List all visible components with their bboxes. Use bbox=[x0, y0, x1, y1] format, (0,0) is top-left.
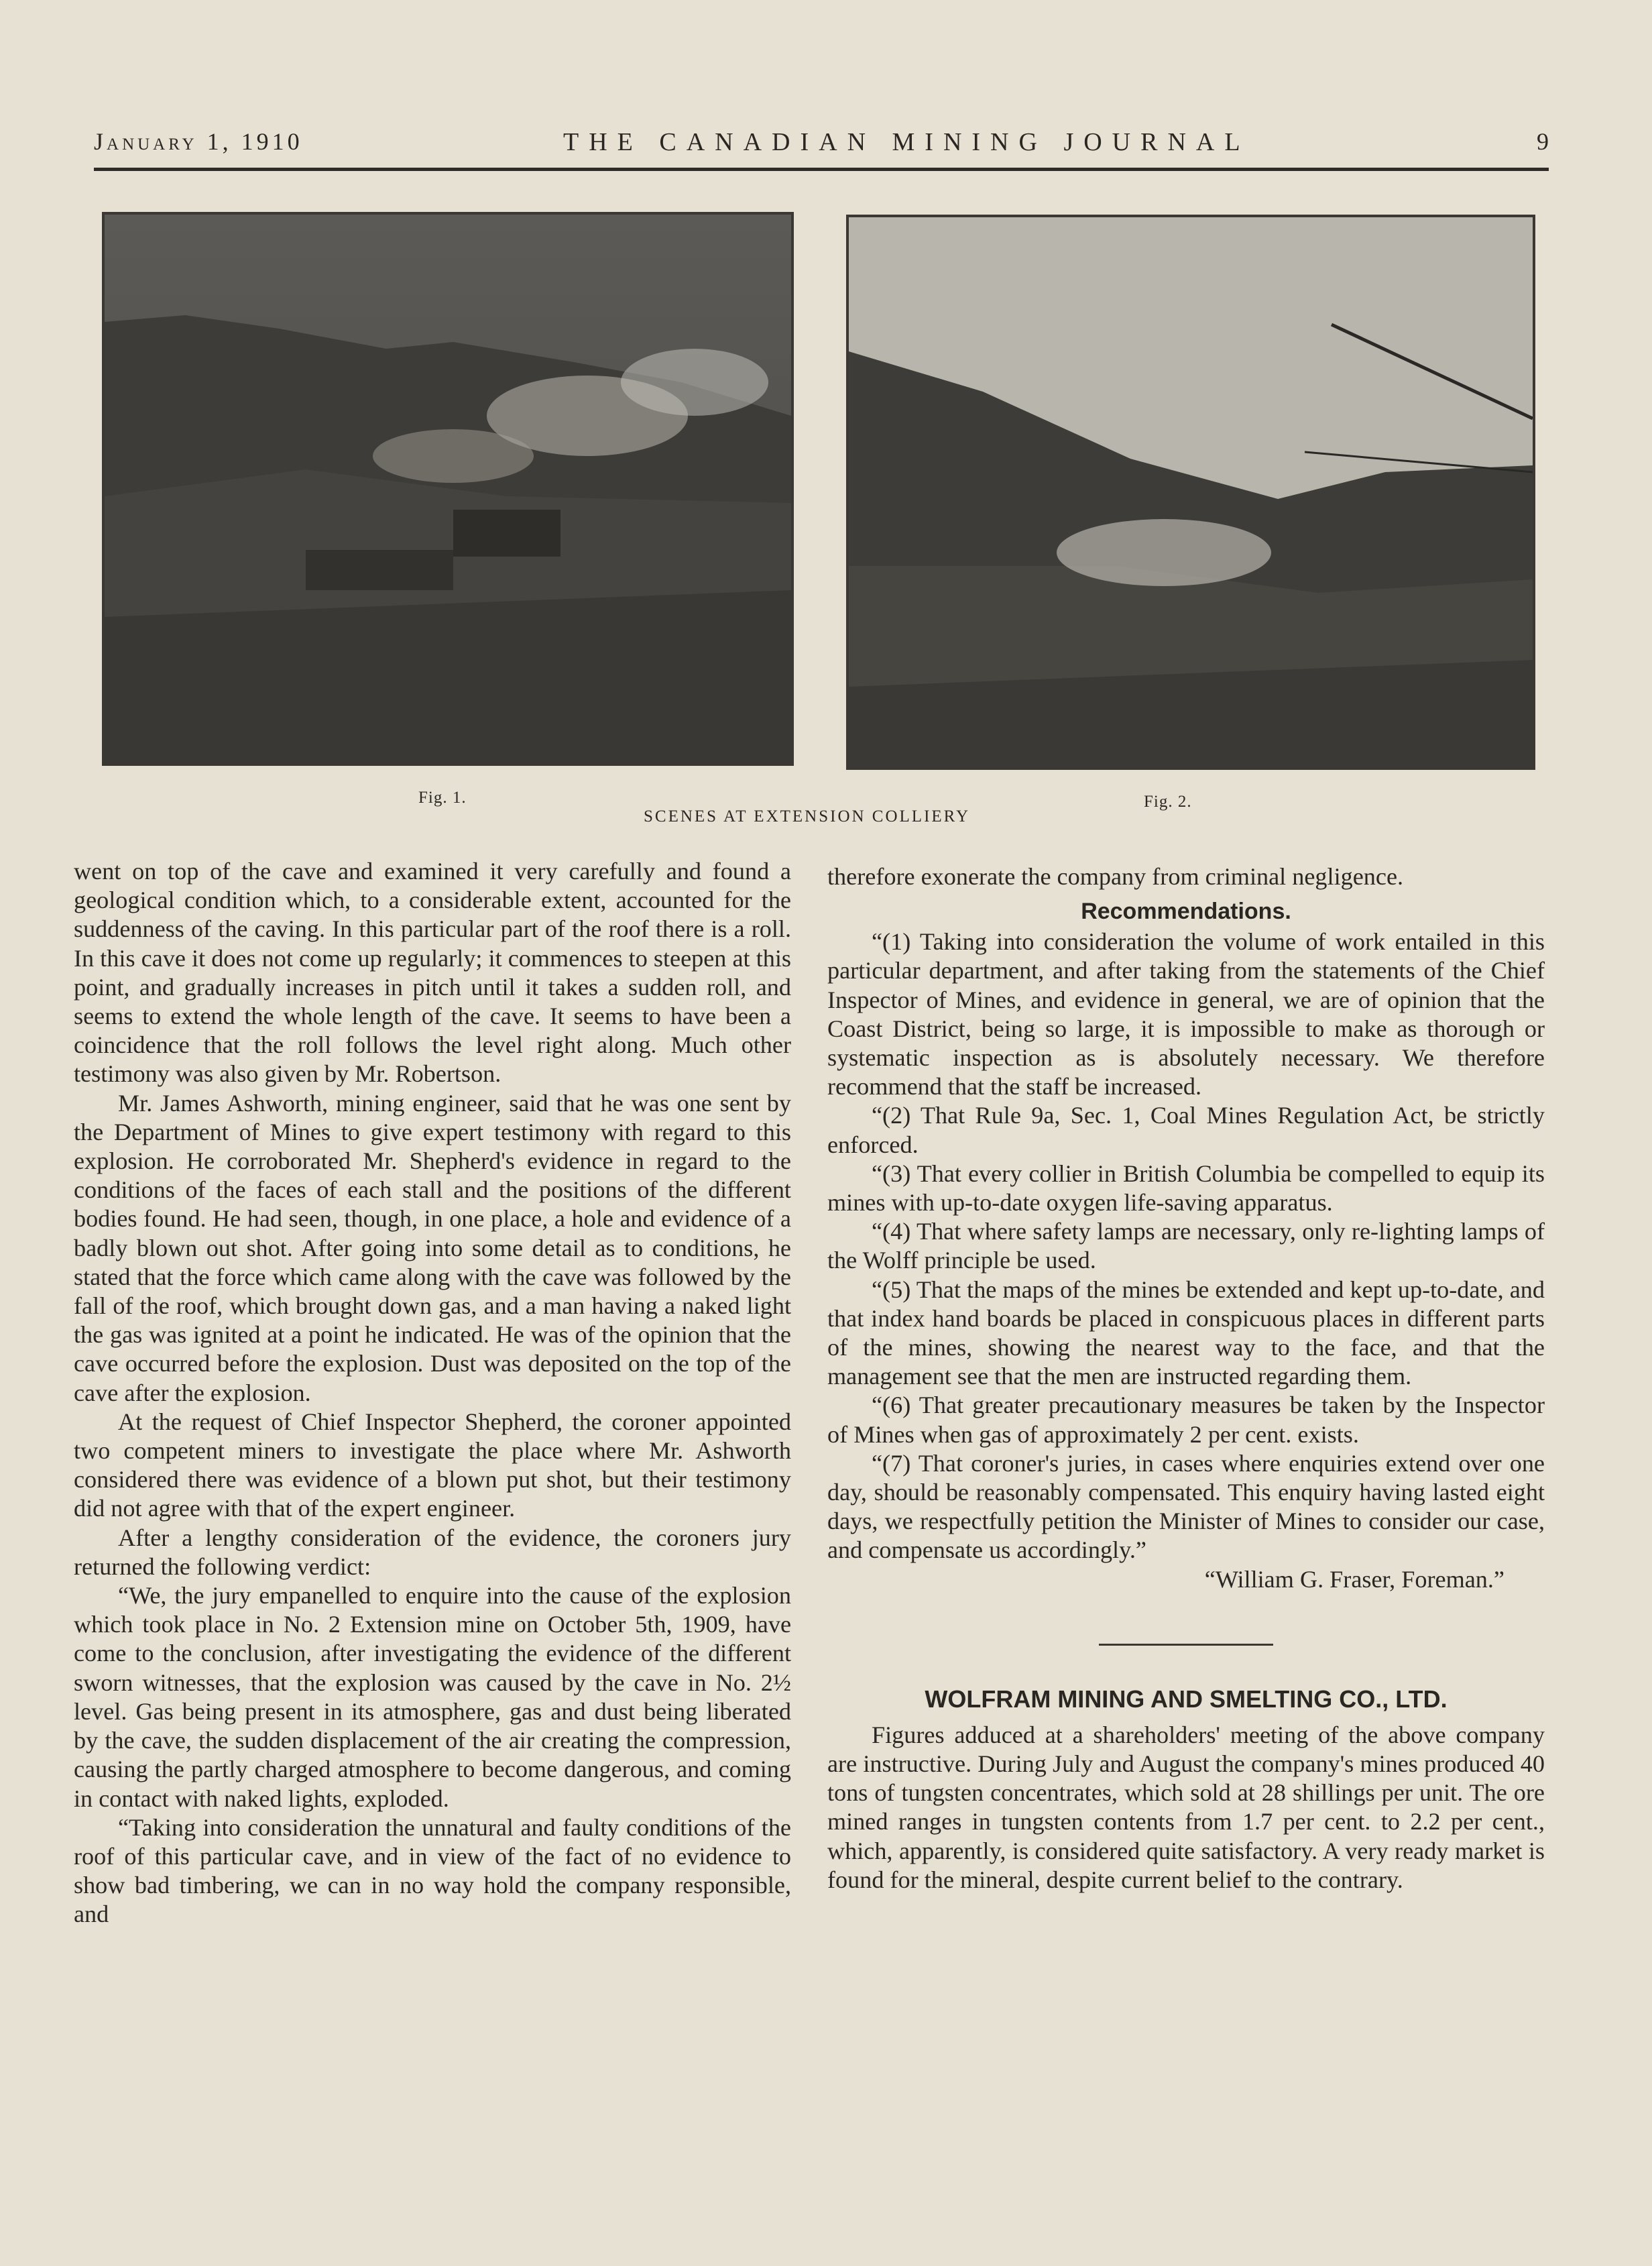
left-column bbox=[74, 857, 791, 1929]
recommendation-item: “(6) That greater precautionary measures be taken by the Inspector of Mines when gas of approximately 2 per cent. exists. bbox=[827, 1392, 1545, 1448]
paragraph: Mr. James Ashworth, mining engineer, said that he was one sent by the Department of Mines to give expert testimony with regard to this explosion. He corroborated Mr. Shepherd's evidence in regard to the conditions of the faces of each stall and the positions of the different bodies found. He had seen, though, in one place, a hole and evidence of a badly blown out shot. After going into some detail as to conditions, he stated that the force which came along with the cave was followed by the fall of the roof, which brought down gas, and a man having a naked light the gas was ignited at a point he indicated. He was of the opinion that the cave occurred before the explosion. Dust was deposited on the top of the cave after the explosion. bbox=[74, 1089, 791, 1406]
figure-2-caption: Fig. 2. bbox=[1144, 793, 1192, 811]
paragraph: After a lengthy consideration of the evidence, the coroners jury returned the following verdict: bbox=[74, 1524, 791, 1580]
section-divider bbox=[1099, 1644, 1273, 1646]
right-column bbox=[827, 862, 1545, 1894]
verdict-paragraph: “We, the jury empanelled to enquire into the cause of the explosion which took place in No. 2 Extension mine on October 5th, 1909, have come to the conclusion, after investigating the evidence of the different sworn witnesses, that the explosion was caused by the cave in No. 2½ level. Gas being present in its atmosphere, gas and dust being liberated by the cave, the sudden displacement of the air creating the compression, causing the partly charged atmosphere to become dangerous, and coming in contact with naked lights, exploded. bbox=[74, 1582, 791, 1812]
recommendation-item: “(3) That every collier in British Columbia be compelled to equip its mines with up-to-date oxygen life-saving apparatus. bbox=[827, 1159, 1545, 1216]
recommendation-item: “(2) That Rule 9a, Sec. 1, Coal Mines Regulation Act, be strictly enforced. bbox=[827, 1102, 1545, 1158]
paragraph: At the request of Chief Inspector Shepherd, the coroner appointed two competent miners to investigate the place where Mr. Ashworth considered there was evidence of a blown put shot, but their testimony did not agree with that of the expert engineer. bbox=[74, 1408, 791, 1522]
article-body: Figures adduced at a shareholders' meeting of the above company are instructive. During July and August the company's mines produced 40 tons of tungsten concentrates, which sold at 28 shillings per unit. The ore mined ranges in tungsten contents from 1.7 per cent. to 2.2 per cent., which, apparently, is considered quite satisfactory. A very ready market is found for the mineral, despite current belief to the contrary. bbox=[827, 1721, 1545, 1893]
figures-main-caption: SCENES AT EXTENSION COLLIERY bbox=[644, 807, 971, 826]
article-title: WOLFRAM MINING AND SMELTING CO., LTD. bbox=[925, 1685, 1448, 1713]
page-number: 9 bbox=[1537, 128, 1549, 155]
recommendation-item: “(4) That where safety lamps are necessary, only re-lighting lamps of the Wolff principle be used. bbox=[827, 1218, 1545, 1274]
paragraph: went on top of the cave and examined it very carefully and found a geological condition which, to a considerable extent, accounted for the suddenness of the caving. In this particular part of the roof there is a roll. In this cave it does not come up regularly; it commences to steepen at this point, and gradually increases in pitch until it takes a sudden roll, and seems to extend the whole length of the cave. It seems to have been a coincidence that the roll follows the level right along. Much other testimony was also given by Mr. Robertson. bbox=[74, 858, 791, 1088]
paragraph: therefore exonerate the company from criminal negligence. bbox=[827, 863, 1404, 890]
photo-figure-1 bbox=[102, 212, 794, 766]
foreman-signature: “William G. Fraser, Foreman.” bbox=[1204, 1565, 1504, 1593]
recommendation-item: “(5) That the maps of the mines be extended and kept up-to-date, and that index hand boards be placed in conspicuous places in different parts of the mines, showing the nearest way to the face, and that the management see that the men are instructed regarding them. bbox=[827, 1276, 1545, 1390]
recommendations-heading: Recommendations. bbox=[1081, 899, 1291, 925]
journal-title: THE CANADIAN MINING JOURNAL bbox=[563, 128, 1250, 156]
photo-figure-2 bbox=[846, 215, 1535, 770]
figure-1-caption: Fig. 1. bbox=[418, 789, 467, 807]
header-date: January 1, 1910 bbox=[94, 128, 303, 155]
recommendation-item: “(7) That coroner's juries, in cases where enquiries extend over one day, should be reasonably compensated. This enquiry having lasted eight days, we respectfully petition the Minister of Mines to consider our case, and compensate us accordingly.” bbox=[827, 1449, 1545, 1564]
verdict-paragraph: “Taking into consideration the unnatural and faulty conditions of the roof of this particular cave, and in view of the fact of no evidence to show bad timbering, we can in no way hold the company responsible, and bbox=[74, 1813, 791, 1928]
page-header bbox=[94, 127, 1549, 171]
recommendation-item: “(1) Taking into consideration the volume of work entailed in this particular department, and after taking from the statements of the Chief Inspector of Mines, and evidence in general, we are of opinion that the Coast District, being so large, it is impossible to make as thorough or systematic inspection as is absolutely necessary. We therefore recommend that the staff be increased. bbox=[827, 928, 1545, 1100]
